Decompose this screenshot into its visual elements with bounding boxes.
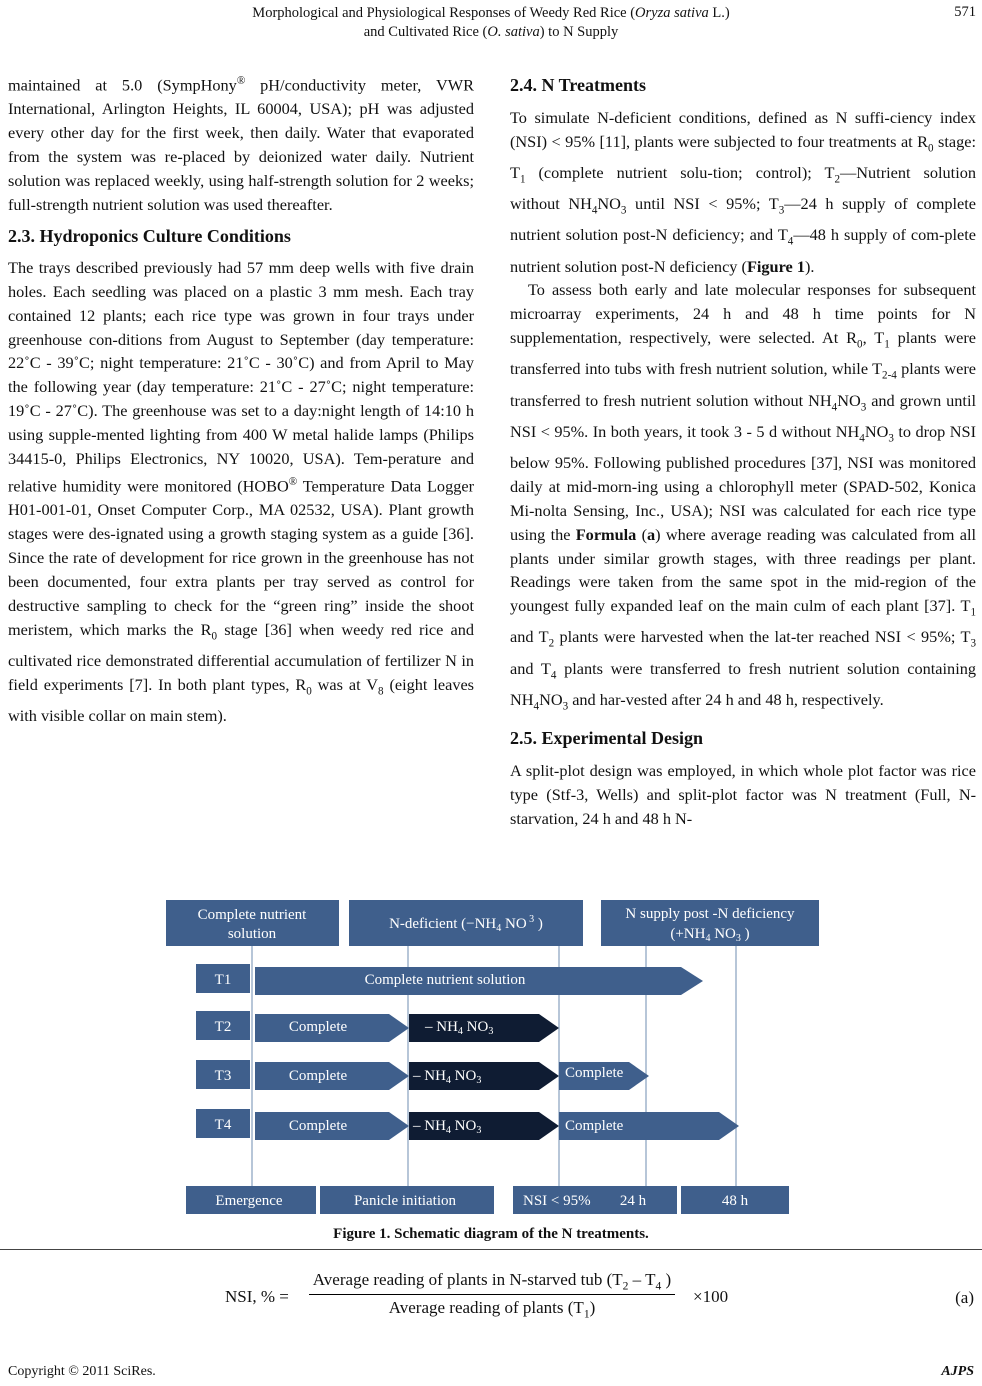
section-heading-2-4: 2.4. N Treatments — [510, 75, 646, 95]
arrow-label: Complete — [288, 1068, 348, 1084]
timeline-label: Emergence — [215, 1193, 283, 1209]
fraction-bar — [309, 1294, 675, 1295]
divider — [0, 1249, 982, 1250]
paragraph: The trays described previously had 57 mm deep wells with five drain holes. Each seedling was placed on a plastic 3 mm mesh. Each tray contained 12 plants; each rice type was grown in four trays under greenhouse con-ditions from August to September (day temperature: 22˚C - 39˚C; night temperature: 21˚C - 30˚C) and from April to May the following year (day temperature: 21˚C - 27˚C; night temperature: 19˚C - 27˚C). The greenhouse was set to a day:night length of 14:10 h using supple-mented lighting from 400 W metal halide lamps (Philips 34415-0, Philips Electronics, NY 10020, USA). Tem-perature and relative humidity were monitored (HOBO® Temperature Data Logger H01-001-01, Onset Computer Corp., MA 02532, USA). Plant growth stages were des-ignated using a growth staging system as a guide [36]. Since the rate of development for rice grown in the greenhouse has not been documented, four extra plants per tray served as control for destructive sampling to check for the “green ring” inside the shoot meristem, which marks the $R_0$ stage [36] when weedy red rice and cultivated rice demonstrated differential accumulation of fertilizer N in field experiments [7]. In both plant types, $R_0$ was at $V_8$ (eight leaves with visible collar on main stem). — [8, 257, 475, 726]
paragraph: maintained at 5.0 (SympHony® pH/conductivity meter, VWR International, Arlington Heights, IL 60004, USA); pH was adjusted every other day for the first week, then daily. Water that evaporated from the system was re-placed by deionized water daily. Nutrient solution was replaced weekly, using half-strength solution for 2 weeks; full-strength nutrient solution was used thereafter. — [8, 75, 474, 214]
phase-label: N supply post -N deficiency — [625, 906, 795, 922]
paragraph: To simulate N-deficient conditions, defined as N suffi-ciency index (NSI) < 95% [11], plants were subjected to four treatments at $R_0$ stage: $T_1$ (complete nutrient solu-tion; control); $T_2―Nutrient$ solution without $NH_4NO_3$ until NSI < 95%; $T_3―24$ h supply of complete nutrient solution post-N deficiency; and $T_4―48$ h supply of com-plete nutrient solution post-N deficiency (Figure 1). — [510, 108, 977, 276]
arrow-label: Complete — [565, 1065, 624, 1081]
timeline-label: Panicle initiation — [353, 1193, 457, 1209]
phase-label: N-deficient ($-NH_4$ NO $^3$ ) — [389, 914, 543, 934]
formula-fraction — [309, 1270, 675, 1321]
running-header — [0, 4, 982, 42]
phase-label: solution — [227, 926, 277, 942]
phase-label: ($+NH_4$ $NO_3$ ) — [670, 926, 750, 944]
left-column — [8, 70, 474, 728]
paragraph: To assess both early and late molecular responses for subsequent microarray experiments, 24 h and 48 h time points for N supplementation, respectively, were selected. At $R_0$, $T_1$ plants were transferred into tubs with fresh nutrient solution, while $T_{2-4}$ plants were transferred to fresh nutrient solution without $NH_4NO_3$ and grown until NSI < 95%. In both years, it took 3 - 5 d without $NH_4NO_3$ to drop NSI below 95%. Following published procedures [37], NSI was monitored daily at mid-morn-ing using a chlorophyll meter (SPAD-502, Konica Mi-nolta Sensing, Inc., USA); NSI was calculated for each rice type using the Formula (a) where average reading was calculated from all plants under similar growth stages, with three readings per plant. Readings were taken from the same spot in the mid-region of the youngest fully expanded leaf on the main culm of each plant [37]. $T_1$ and $T_2$ plants were harvested when the lat-ter reached NSI < 95%; $T_3$ and $T_4$ plants were transferred to fresh nutrient solution containing $NH_4NO_3$ and har-vested after 24 h and 48 h, respectively. — [510, 280, 977, 713]
treatment-label-t1: T1 — [214, 972, 232, 988]
treatment-label-t2: T2 — [214, 1019, 232, 1035]
page-number: 571 — [954, 4, 976, 20]
treatment-label-t4: T4 — [214, 1117, 232, 1133]
paragraph: A split-plot design was employed, in which whole plot factor was rice type (Stf-3, Wells) and split-plot factor was N treatment (Full, N-starvation, 24 h and 48 h N- — [510, 760, 976, 828]
arrow-label: – $NH_4$ $NO_3$ — [413, 1068, 482, 1086]
timeline-label: 24 h — [619, 1193, 647, 1209]
copyright: Copyright © 2011 SciRes. — [8, 1364, 156, 1379]
arrow-label: Complete nutrient solution — [364, 972, 526, 988]
arrow-label: Complete — [288, 1118, 348, 1134]
phase-label: Complete nutrient — [197, 907, 307, 923]
formula-numerator: Average reading of plants in N-starved tub ($T_2 - T_4$ ) — [312, 1270, 672, 1293]
header-line-1: Morphological and Physiological Responses of Weedy Red Rice (Oryza sativa L.) — [252, 5, 730, 21]
treatment-label-t3: T3 — [214, 1068, 232, 1084]
arrow-label: – $NH_4$ $NO_3$ — [425, 1019, 494, 1037]
formula-denominator: Average reading of plants $(T_1)$ — [388, 1298, 596, 1321]
timeline-label: 48 h — [721, 1193, 749, 1209]
formula-lhs: NSI, % = — [225, 1287, 289, 1306]
formula-multiplier: ×100 — [693, 1287, 729, 1306]
arrow-label: Complete — [565, 1118, 624, 1134]
equation-label: (a) — [955, 1288, 974, 1307]
figure-caption: Figure 1. Schematic diagram of the N treatments. — [333, 1226, 649, 1242]
treatment-schematic — [163, 896, 823, 1216]
header-line-2: and Cultivated Rice (O. sativa) to N Supply — [363, 24, 619, 40]
arrow-label: Complete — [288, 1019, 348, 1035]
timeline-label: NSI < 95% — [523, 1193, 591, 1209]
section-heading-2-3: 2.3. Hydroponics Culture Conditions — [8, 225, 291, 246]
section-heading-2-5: 2.5. Experimental Design — [510, 727, 703, 748]
right-column — [510, 72, 976, 831]
arrow-label: – $NH_4$ $NO_3$ — [413, 1118, 482, 1136]
journal-abbrev: AJPS — [941, 1364, 974, 1379]
